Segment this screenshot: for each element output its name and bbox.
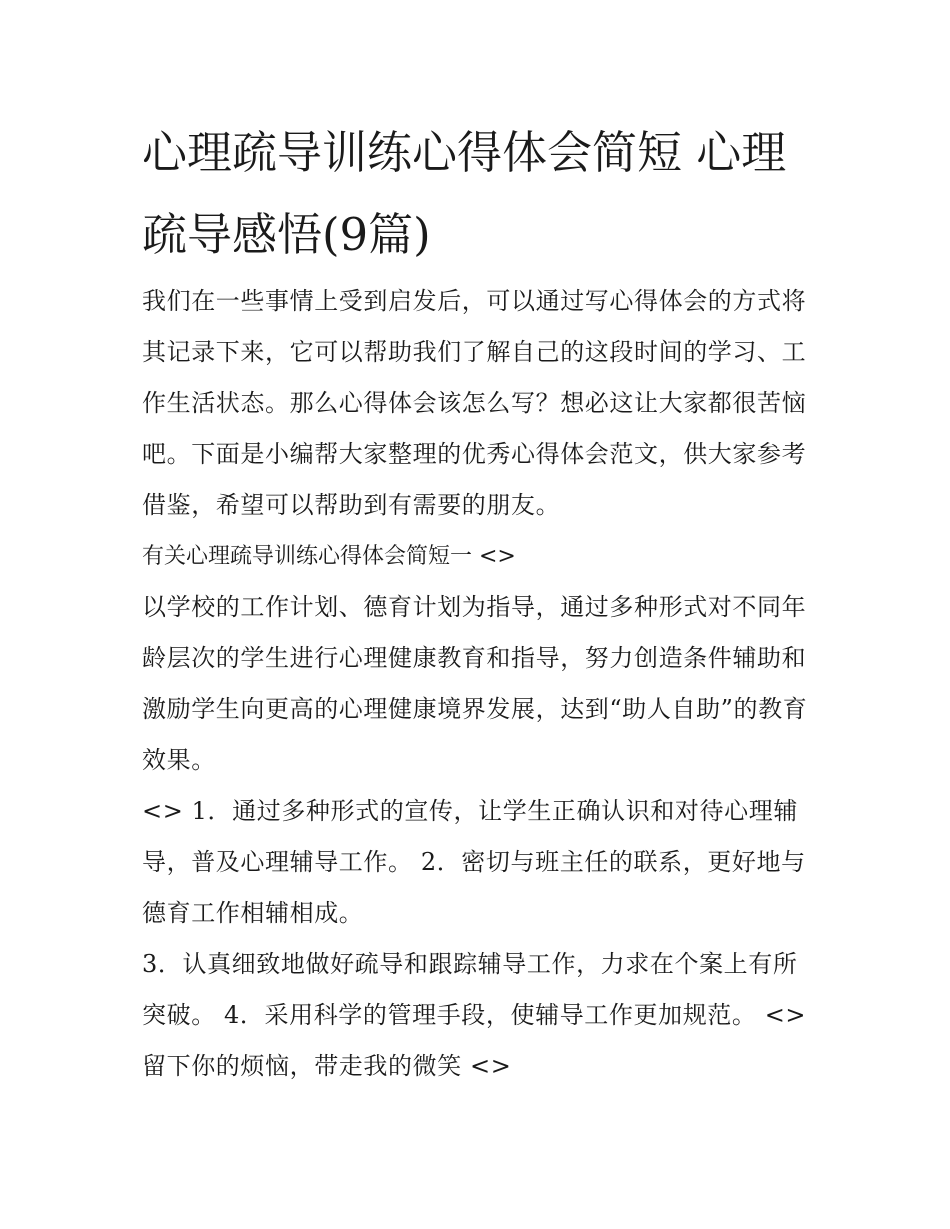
body-paragraph-3: 3．认真细致地做好疏导和跟踪辅导工作，力求在个案上有所突破。 4．采用科学的管理手段，使辅导工作更加规范。 <> 留下你的烦恼，带走我的微笑 <>	[142, 950, 807, 1080]
body-paragraph-2: <> 1．通过多种形式的宣传，让学生正确认识和对待心理辅导，普及心理辅导工作。 2．密切与班主任的联系，更好地与德育工作相辅相成。	[142, 797, 806, 927]
document-page	[142, 112, 814, 1092]
body-paragraph-1: 以学校的工作计划、德育计划为指导，通过多种形式对不同年龄层次的学生进行心理健康教育和指导，努力创造条件辅助和激励学生向更高的心理健康境界发展，达到“助人自助”的教育效果。	[142, 593, 808, 774]
section-heading: 有关心理疏导训练心得体会简短一 <>	[142, 544, 516, 569]
document-title: 心理疏导训练心得体会简短 心理疏导感悟(9篇)	[142, 126, 787, 261]
intro-paragraph: 我们在一些事情上受到启发后，可以通过写心得体会的方式将其记录下来，它可以帮助我们了解自己的这段时间的学习、工作生活状态。那么心得体会该怎么写？想必这让大家都很苦恼吧。下面是小编帮大家整理的优秀心得体会范文，供大家参考借鉴，希望可以帮助到有需要的朋友。	[142, 287, 807, 519]
